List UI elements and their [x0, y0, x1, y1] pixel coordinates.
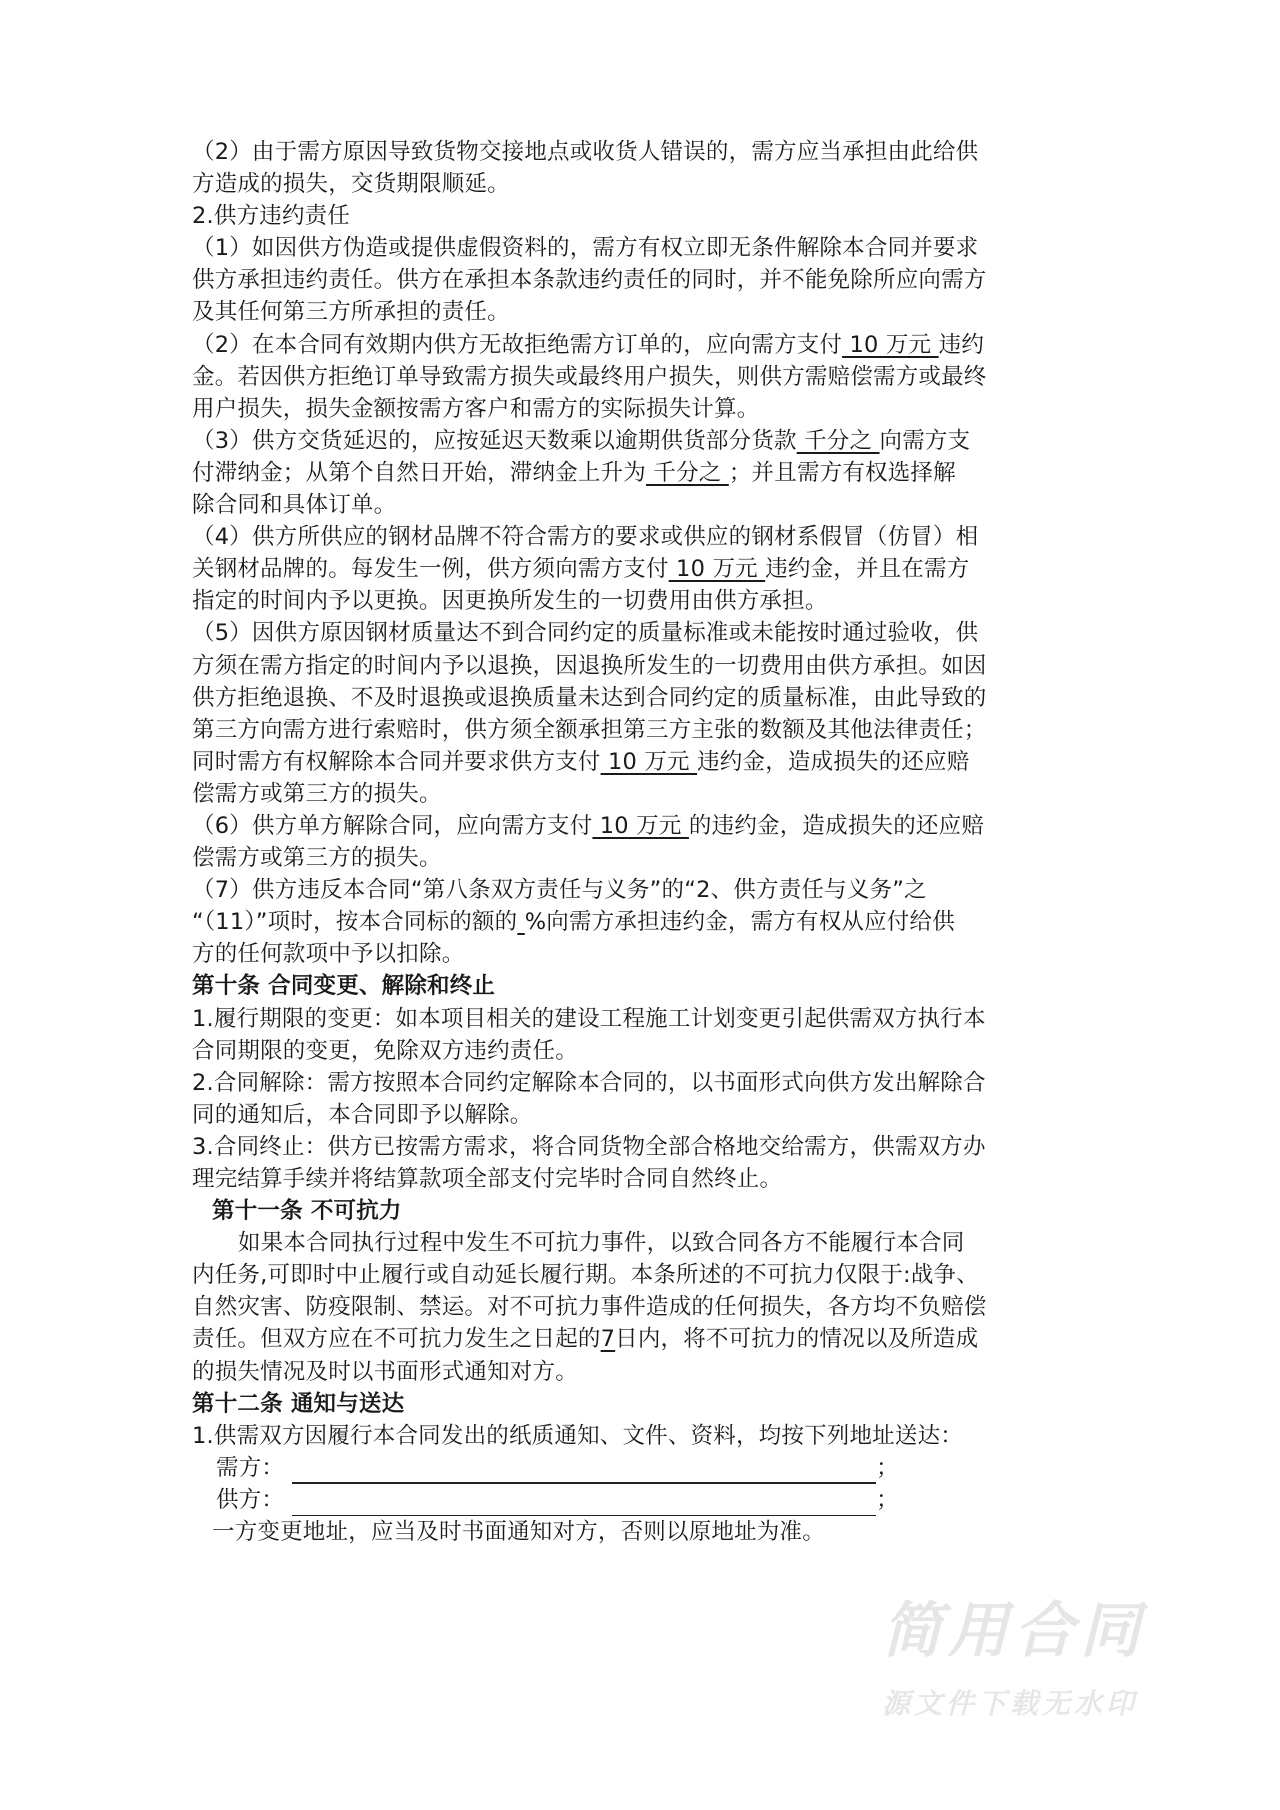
item-6-line-2: 偿需方或第三方的损失。: [192, 845, 442, 872]
item-2-line-3: 用户损失，损失金额按需方客户和需方的实际损失计算。: [192, 395, 760, 422]
supplier-address-row: [192, 1484, 1098, 1516]
article-11-line-5: 的损失情况及时以书面形式通知对方。: [192, 1358, 578, 1385]
text: 违约金，并且在需方: [765, 556, 970, 583]
item-1-line-1: （1）如因供方伪造或提供虚假资料的，需方有权立即无条件解除本合同并要求: [192, 235, 979, 262]
supplier-address-field[interactable]: [292, 1493, 876, 1516]
article-11-line-2: 内任务,可即时中止履行或自动延长履行期。本条所述的不可抗力仅限于:战争、: [192, 1262, 979, 1289]
item-4-line-3: 指定的时间内予以更换。因更换所发生的一切费用由供方承担。: [192, 588, 828, 615]
clause-2-line-1: （2）由于需方原因导致货物交接地点或收货人错误的，需方应当承担由此给供: [192, 139, 979, 165]
item-5-line-1: （5）因供方原因钢材质量达不到合同约定的质量标准或未能按时通过验收，供: [192, 620, 979, 647]
text: 关钢材品牌的。每发生一例，供方须向需方支付: [192, 556, 669, 583]
text: 责任。但双方应在不可抗力发生之日起的: [192, 1326, 601, 1353]
buyer-address-row: [192, 1452, 1098, 1484]
article-11-heading: 第十一条 不可抗力: [212, 1198, 402, 1225]
article-11-line-1: 如果本合同执行过程中发生不可抗力事件，以致合同各方不能履行本合同: [238, 1230, 965, 1257]
semicolon: ；: [876, 1486, 899, 1513]
text: 向需方支: [879, 427, 971, 454]
semicolon: ；: [876, 1454, 899, 1481]
watermark-slogan: 源文件下载无水印: [882, 1687, 1139, 1720]
item-4-line-1: （4）供方所供应的钢材品牌不符合需方的要求或供应的钢材系假冒（仿冒）相: [192, 524, 979, 551]
supplier-liability-heading: 2.供方违约责任: [192, 203, 351, 230]
address-change-note: 一方变更地址，应当及时书面通知对方，否则以原地址为准。: [212, 1519, 825, 1546]
article-10-p3-line-1: 3.合同终止：供方已按需方需求，将合同货物全部合格地交给需方，供需双方办: [192, 1133, 986, 1160]
text: %向需方承担违约金，需方有权从应付给供: [524, 909, 955, 936]
text: 个自然日开始，滞纳金上升为: [350, 459, 647, 486]
article-11-line-4: [192, 1323, 1098, 1355]
late-fee-rate-field[interactable]: 千分之: [796, 427, 880, 454]
article-10-p2-line-2: 同的通知后，本合同即予以解除。: [192, 1101, 533, 1128]
article-10-p2-line-1: 2.合同解除：需方按照本合同约定解除本合同的，以书面形式向供方发出解除合: [192, 1069, 986, 1096]
text: 违约金，造成损失的还应赔: [697, 748, 970, 775]
text: “（11）”项时，按本合同标的额的: [192, 909, 518, 936]
article-10-p3-line-2: 理完结算手续并将结算款项全部支付完毕时合同自然终止。: [192, 1166, 783, 1192]
article-12-p1: 1.供需双方因履行本合同发出的纸质通知、文件、资料，均按下列地址送达：: [192, 1422, 963, 1449]
item-2-line-1: [192, 329, 1098, 361]
buyer-label: 需方：: [216, 1454, 285, 1481]
item-7-line-3: 方的任何款项中予以扣除。: [192, 941, 465, 968]
text: （2）在本合同有效期内供方无故拒绝需方订单的，应向需方支付: [192, 331, 843, 358]
text: 付滞纳金；从第: [192, 459, 351, 486]
text: 的违约金，造成损失的还应赔: [688, 812, 985, 839]
watermark-brand: 简用合同: [882, 1596, 1146, 1666]
item-2-line-2: 金。若因供方拒绝订单导致需方损失或最终用户损失，则供方需赔偿需方或最终: [192, 363, 987, 390]
item-7-line-2: [192, 906, 1098, 938]
percentage-field[interactable]: [517, 909, 524, 935]
item-4-line-2: [192, 553, 1098, 585]
penalty-amount-field[interactable]: 10 万元: [600, 748, 698, 775]
text: （3）供方交货延迟的，应按延迟天数乘以逾期供货部分货款: [192, 427, 797, 454]
text: 违约: [938, 331, 985, 358]
item-5-line-2: 方须在需方指定的时间内予以退换，因退换所发生的一切费用由供方承担。如因: [192, 652, 987, 679]
item-5-line-5: [192, 746, 1098, 778]
article-10-heading: 第十条 合同变更、解除和终止: [192, 973, 496, 1000]
item-3-line-2: [192, 457, 1098, 489]
text: 同时需方有权解除本合同并要求供方支付: [192, 748, 601, 775]
item-5-line-6: 偿需方或第三方的损失。: [192, 780, 442, 807]
text: 日内，将不可抗力的情况以及所造成: [615, 1326, 979, 1353]
raised-late-fee-rate-field[interactable]: 千分之: [646, 459, 729, 486]
contract-page: [192, 136, 1098, 1548]
notice-days-field[interactable]: 7: [600, 1326, 616, 1353]
item-6-line-1: [192, 810, 1098, 842]
item-5-line-3: 供方拒绝退换、不及时退换或退换质量未达到合同约定的质量标准，由此导致的: [192, 684, 987, 711]
item-3-line-1: [192, 425, 1098, 457]
clause-2-line-2: 方造成的损失，交货期限顺延。: [192, 171, 510, 198]
text: ；并且需方有权选择解: [728, 459, 956, 486]
item-1-line-3: 及其任何第三方所承担的责任。: [192, 299, 510, 326]
penalty-amount-field[interactable]: 10 万元: [668, 556, 766, 583]
item-5-line-4: 第三方向需方进行索赔时，供方须全额承担第三方主张的数额及其他法律责任；: [192, 716, 987, 743]
item-7-line-1: （7）供方违反本合同“第八条双方责任与义务”的“2、供方责任与义务”之: [192, 877, 927, 904]
item-3-line-3: 除合同和具体订单。: [192, 492, 397, 519]
supplier-label: 供方：: [216, 1486, 285, 1513]
article-11-line-3: 自然灾害、防疫限制、禁运。对不可抗力事件造成的任何损失，各方均不负赔偿: [192, 1294, 987, 1321]
text: （6）供方单方解除合同，应向需方支付: [192, 812, 593, 839]
article-12-heading: 第十二条 通知与送达: [192, 1390, 405, 1417]
item-1-line-2: 供方承担违约责任。供方在承担本条款违约责任的同时，并不能免除所应向需方: [192, 267, 987, 294]
article-10-p1-line-2: 合同期限的变更，免除双方违约责任。: [192, 1037, 578, 1064]
article-10-p1-line-1: 1.履行期限的变更：如本项目相关的建设工程施工计划变更引起供需双方执行本: [192, 1005, 986, 1032]
buyer-address-field[interactable]: [292, 1460, 876, 1484]
penalty-amount-field[interactable]: 10 万元: [842, 331, 939, 358]
penalty-amount-field[interactable]: 10 万元: [592, 812, 689, 839]
